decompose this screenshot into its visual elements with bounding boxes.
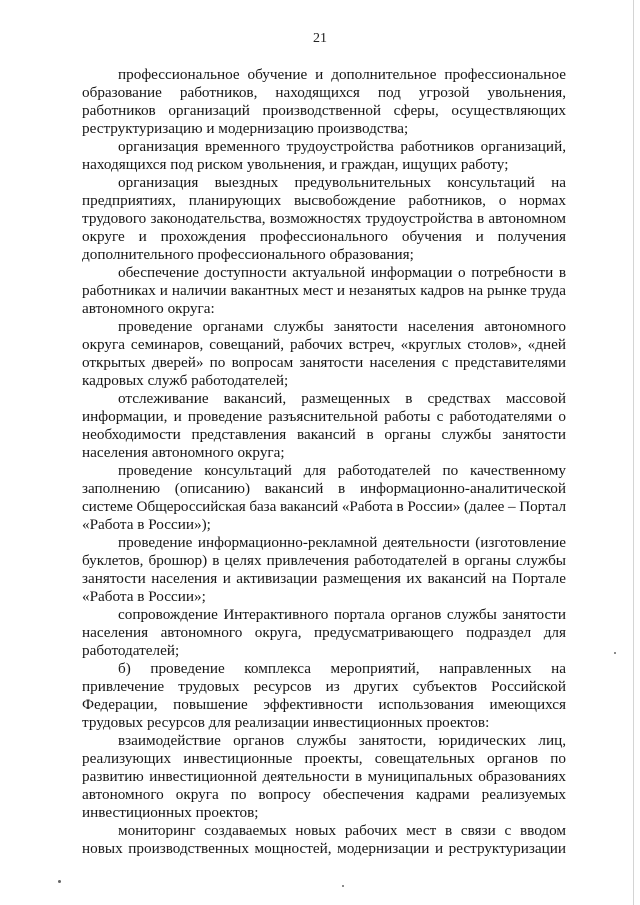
paragraph-line: автономного округа по вопросу обеспечения кадрами реализуемых	[82, 786, 566, 803]
paragraph-line: трудового законодательства, возможностях трудоустройства в автономном	[82, 210, 566, 227]
paragraph-line: инвестиционных проектов;	[82, 804, 259, 821]
paragraph-line: работников организаций производственной сферы, осуществляющих	[82, 102, 566, 119]
paragraph-line: б) проведение комплекса мероприятий, направленных на	[118, 660, 566, 677]
paragraph-line: заполнению (описанию) вакансий в информационно-аналитической	[82, 480, 566, 497]
paragraph-line: буклетов, брошюр) в целях привлечения работодателей в органы службы	[82, 552, 566, 569]
paragraph-line: новых производственных мощностей, модернизации и реструктуризации	[82, 840, 566, 857]
paragraph	[82, 66, 566, 138]
paragraph-line: взаимодействие органов службы занятости, юридических лиц,	[118, 732, 566, 749]
paragraph-line: необходимости представления вакансий в органы службы занятости	[82, 426, 566, 443]
paragraph-line: трудовых ресурсов для реализации инвестиционных проектов:	[82, 714, 490, 731]
document-body	[82, 66, 566, 858]
paragraph	[82, 390, 566, 462]
scan-speck	[614, 652, 616, 654]
paragraph-line: работодателей;	[82, 642, 180, 659]
paragraph-line: Федерации, повышение эффективности использования имеющихся	[82, 696, 566, 713]
paragraph-line: отслеживание вакансий, размещенных в средствах массовой	[118, 390, 566, 407]
paragraph-line: образование работников, находящихся под угрозой увольнения,	[82, 84, 566, 101]
paragraph-line: системе Общероссийская база вакансий «Работа в России» (далее – Портал	[82, 498, 566, 515]
paragraph-line: дополнительного профессионального образования;	[82, 246, 414, 263]
paragraph-line: округе и прохождения профессионального обучения и получения	[82, 228, 566, 245]
scan-edge-line	[633, 0, 634, 905]
paragraph-line: привлечение трудовых ресурсов из других субъектов Российской	[82, 678, 566, 695]
paragraph-line: обеспечение доступности актуальной информации о потребности в	[118, 264, 566, 281]
paragraph-line: «Работа в России»;	[82, 588, 206, 605]
paragraph-line: находящихся под риском увольнения, и граждан, ищущих работу;	[82, 156, 509, 173]
paragraph-line: населения автономного округа;	[82, 444, 285, 461]
paragraph-line: проведение органами службы занятости населения автономного	[118, 318, 566, 335]
paragraph	[82, 732, 566, 822]
paragraph-line: реализующих инвестиционные проекты, совещательных органов по	[82, 750, 566, 767]
paragraph-line: проведение информационно-рекламной деятельности (изготовление	[118, 534, 566, 551]
paragraph-line: информации, и проведение разъяснительной работы с работодателями о	[82, 408, 566, 425]
paragraph	[82, 606, 566, 660]
scan-speck	[58, 880, 61, 883]
paragraph-line: мониторинг создаваемых новых рабочих мест в связи с вводом	[118, 822, 566, 839]
paragraph	[82, 264, 566, 318]
paragraph	[82, 318, 566, 390]
paragraph-line: сопровождение Интерактивного портала органов службы занятости	[118, 606, 566, 623]
paragraph	[82, 822, 566, 858]
paragraph-line: автономного округа:	[82, 300, 215, 317]
paragraph-line: реструктуризацию и модернизацию производства;	[82, 120, 409, 137]
paragraph	[82, 534, 566, 606]
paragraph-line: организация выездных предувольнительных консультаций на	[118, 174, 566, 191]
paragraph	[82, 138, 566, 174]
paragraph-line: профессиональное обучение и дополнительное профессиональное	[118, 66, 566, 83]
paragraph-line: развитию инвестиционной деятельности в муниципальных образованиях	[82, 768, 566, 785]
paragraph-line: работниках и наличии вакантных мест и незанятых кадров на рынке труда	[82, 282, 566, 299]
paragraph-line: кадровых служб работодателей;	[82, 372, 289, 389]
paragraph-line: округа семинаров, совещаний, рабочих встреч, «круглых столов», «дней	[82, 336, 566, 353]
paragraph	[82, 174, 566, 264]
paragraph-line: предприятиях, планирующих высвобождение работников, о нормах	[82, 192, 566, 209]
page-number: 21	[313, 31, 327, 46]
paragraph-line: «Работа в России»);	[82, 516, 211, 533]
scan-speck	[342, 885, 344, 887]
paragraph-line: организация временного трудоустройства работников организаций,	[118, 138, 566, 155]
paragraph-line: населения автономного округа, предусматривающего подраздел для	[82, 624, 566, 641]
paragraph	[82, 660, 566, 732]
paragraph-line: проведение консультаций для работодателей по качественному	[118, 462, 566, 479]
paragraph-line: открытых дверей» по вопросам занятости населения с представителями	[82, 354, 566, 371]
paragraph	[82, 462, 566, 534]
paragraph-line: занятости населения и активизации размещения их вакансий на Портале	[82, 570, 566, 587]
